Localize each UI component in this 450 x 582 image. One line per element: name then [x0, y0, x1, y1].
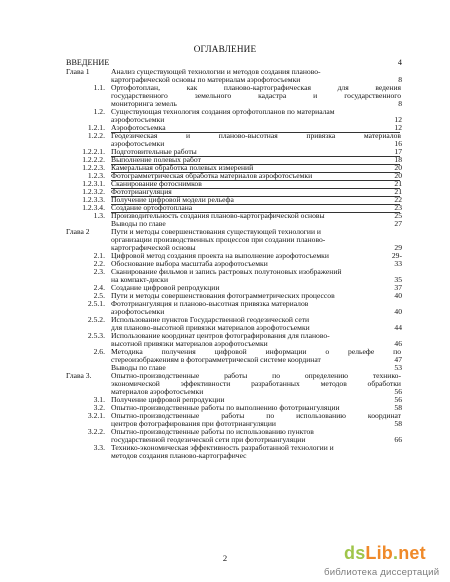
toc-entry [0, 356, 450, 364]
toc-entry [0, 84, 450, 92]
toc-entry [0, 420, 450, 428]
toc-entry [0, 348, 450, 356]
toc-entry-title: Цифровой метод создания проекта на выполнение аэрофотосъемки [111, 252, 329, 260]
toc-entry-page: 12 [394, 115, 402, 124]
toc-entry-number: 2.2. [93, 259, 105, 268]
toc-entry-title: Аэрофотосъемка [111, 124, 166, 132]
toc-entry-page: 37 [394, 283, 402, 292]
toc-entry-number: 1.2. [93, 107, 105, 116]
toc-entry-page: 66 [394, 435, 402, 444]
toc-entry [0, 204, 450, 212]
toc-entry-title: Опытно-производственные работы по использованию пунктов [111, 428, 314, 436]
toc-entry-title: Фотограмметрическая обработка материалов аэрофотосъемки [111, 172, 313, 180]
toc-entry-title: высотной привязки материалов аэрофотосъемки [111, 340, 268, 348]
toc-entry-title: Использование пунктов Государственной геодезической сети [111, 316, 310, 324]
toc-entry-title: Выполнение полевых работ [111, 156, 201, 164]
toc-entry-title: Опытно-производственные работы по использованию координат [111, 412, 401, 420]
toc-entry-title: картографической основы по материалам аэрофотосъемки [111, 76, 301, 84]
toc-entry-number: 3.2.1. [87, 411, 105, 420]
toc-entry-title: аэрофотосъемки [111, 116, 165, 124]
toc-entry-page: 46 [394, 339, 402, 348]
toc-entry [0, 284, 450, 292]
toc-entry-number: 1.3. [93, 211, 105, 220]
toc-entry [0, 372, 450, 380]
toc-entry-page: 23 [394, 203, 402, 212]
toc-entry-page: 8 [398, 75, 402, 84]
toc-entry-title: Существующая технология создания ортофотопланов по материалам [111, 108, 335, 116]
toc-entry-page: 21 [394, 179, 402, 188]
toc-entry [0, 124, 450, 132]
toc-entry-page: 20 [394, 171, 402, 180]
logo-lib: Lib [365, 543, 393, 563]
toc-entry [0, 132, 450, 140]
toc-entry [0, 452, 450, 460]
toc-entry-title: Геодезическая и планово-высотная привязка материалов [111, 132, 401, 140]
toc-entry-number: 1.2.2. [87, 131, 105, 140]
toc-entry-page: 53 [394, 363, 402, 372]
toc-entry-title: картографической основы [111, 244, 196, 252]
toc-entry-number: 2.5.2. [87, 315, 105, 324]
toc-entry-number: 2.5.3. [87, 331, 105, 340]
toc-entry-title: Сканирование фильмов и запись растровых полутоновых изображений [111, 268, 342, 276]
toc-entry [0, 188, 450, 196]
toc-entry [0, 260, 450, 268]
logo-dot: . [393, 543, 399, 563]
toc-entry-page: 18 [394, 155, 402, 164]
toc-entry-title: Фототриангуляция и планово-высотная привязка материалов [111, 300, 309, 308]
toc-entry-page: 47 [394, 355, 402, 364]
toc-entry-title: Пути и методы совершенствования фотограмметрических процессов [111, 292, 335, 300]
toc-entry-page: 56 [394, 387, 402, 396]
toc-entry-page: 22 [394, 195, 402, 204]
toc-entry-title: ВВЕДЕНИЕ [66, 58, 110, 67]
toc-entry-number: Глава 2 [66, 227, 90, 236]
toc-entry [0, 92, 450, 100]
toc-entry-title: Получение цифровой репродукции [111, 396, 225, 404]
toc-entry-title: государственной геодезической сети при фототриангуляции [111, 436, 306, 444]
toc-entry-number: Глава 3. [66, 371, 92, 380]
toc-entry [0, 164, 450, 172]
toc-entry-title: на компакт-диски [111, 276, 169, 284]
toc-entry-number: 3.2.2. [87, 427, 105, 436]
toc-entry [0, 68, 450, 76]
toc-entry-number: 1.1. [93, 83, 105, 92]
toc-entry [0, 340, 450, 348]
toc-entry-title: Использование координат центров фотографирования для планово- [111, 332, 330, 340]
toc-entry-page: 8 [398, 99, 402, 108]
toc-entry-number: 2.5. [93, 291, 105, 300]
toc-entry-number: Глава 1 [66, 67, 90, 76]
toc-entry-title: материалов аэрофотосъемки [111, 388, 204, 396]
toc-entry-title: Получение цифровой модели рельефа [111, 196, 234, 204]
logo-ds: ds [344, 543, 366, 563]
toc-entry-number: 3.1. [93, 395, 105, 404]
toc-entry-title: Опытно-производственные работы по выполнению фототриангуляции [111, 404, 340, 412]
toc-entry-title: Выводы по главе [111, 364, 166, 372]
toc-entry [0, 116, 450, 124]
toc-entry-title: мониторинга земель [111, 100, 177, 108]
toc-entry [0, 100, 450, 108]
toc-entry [0, 388, 450, 396]
toc-entry-page: 33 [394, 259, 402, 268]
toc-entry-title: центров фотографирования при фототриангуляции [111, 420, 276, 428]
toc-entry [0, 412, 450, 420]
toc-entry-title: Пути и методы совершенствования существующей технологии и [111, 228, 321, 236]
toc-entry-number: 2.6. [93, 347, 105, 356]
toc-entry-number: 2.1. [93, 251, 105, 260]
toc-entry-page: 35 [394, 275, 402, 284]
toc-entry-number: 1.2.3.4. [82, 203, 105, 212]
toc-entry-page: 58 [394, 403, 402, 412]
toc-entry-title: методов создания планово-картографичес [111, 452, 247, 460]
toc-entry-number: 1.2.2.1. [82, 147, 105, 156]
toc-entry-number: 2.5.1. [87, 299, 105, 308]
toc-entry [0, 396, 450, 404]
toc-entry-number: 3.2. [93, 403, 105, 412]
toc-entry-title: Опытно-производственные работы по определению технико- [111, 372, 401, 380]
toc-entry [0, 236, 450, 244]
dslib-tagline: библиотека диссертаций [324, 567, 440, 578]
toc-entry-page: 29- [391, 251, 402, 260]
toc-entry-title: Фототриангуляция [111, 188, 172, 196]
toc-entry [0, 316, 450, 324]
toc-entry [0, 324, 450, 332]
page-heading: ОГЛАВЛЕНИЕ [193, 44, 257, 54]
toc-entry-page: 17 [394, 147, 402, 156]
toc-entry-number: 1.2.3.2. [82, 187, 105, 196]
toc-entry-title: Подготовительные работы [111, 148, 197, 156]
toc-entry [0, 172, 450, 180]
page-number: 2 [222, 553, 228, 563]
dslib-watermark [300, 543, 450, 582]
toc-entry-page: 20 [394, 163, 402, 172]
toc-entry [0, 196, 450, 204]
toc-entry-title: организации производственных процессов при создании планово- [111, 236, 326, 244]
toc-entry-page: 40 [394, 291, 402, 300]
toc-entry [0, 180, 450, 188]
toc-entry [0, 108, 450, 116]
toc-entry-page: 58 [394, 419, 402, 428]
toc-entry-page: 12 [394, 123, 402, 132]
toc-entry [0, 148, 450, 156]
toc-entry-page: 16 [394, 139, 402, 148]
toc-entry-title: Создание цифровой репродукции [111, 284, 220, 292]
toc-entry-page: 21 [394, 187, 402, 196]
toc-entry [0, 444, 450, 452]
toc-entry [0, 252, 450, 260]
toc-entry-title: Обоснование выбора масштаба аэрофотосъемки [111, 260, 268, 268]
toc-entry-number: 1.2.1. [87, 123, 105, 132]
toc-entry-number: 1.2.3.1. [82, 179, 105, 188]
toc-entry [0, 428, 450, 436]
toc-entry-page: 4 [397, 58, 402, 67]
toc-entry-title: Анализ существующей технологии и методов создания планово- [111, 68, 321, 76]
toc-entry [0, 332, 450, 340]
toc-entry-title: Выводы по главе [111, 220, 166, 228]
toc-entry-title: аэрофотосъемки [111, 140, 165, 148]
toc-entry-page: 25 [394, 211, 402, 220]
toc-entry [0, 268, 450, 276]
toc-entry-title: Технико-экономическая эффективность разработанной технологии и [111, 444, 334, 452]
toc-entry-page: 40 [394, 307, 402, 316]
toc-entry [0, 436, 450, 444]
toc-entry [0, 140, 450, 148]
toc-entry [0, 228, 450, 236]
toc-entry-number: 1.2.2.2. [82, 155, 105, 164]
toc-entry [0, 292, 450, 300]
toc-entry-title: Камеральная обработка полевых измерений [111, 164, 254, 172]
toc-entry-number: 1.2.3. [87, 171, 105, 180]
toc-entry-number: 2.3. [93, 267, 105, 276]
toc-entry [0, 244, 450, 252]
toc-entry-title: экономической эффективности разработанных методов обработки [111, 380, 401, 388]
toc-entry-number: 1.2.3.3. [82, 195, 105, 204]
toc-entry [0, 380, 450, 388]
toc-entry-number: 2.4. [93, 283, 105, 292]
toc-entry [0, 76, 450, 84]
toc-entry [0, 308, 450, 316]
toc-entry-number: 1.2.2.3. [82, 163, 105, 172]
toc-entry-title: государственного земельного кадастра и государственного [111, 92, 401, 100]
logo-net: net [398, 543, 426, 563]
toc-entry-page: 29 [394, 243, 402, 252]
toc-entry [0, 276, 450, 284]
toc-entry-title: для планово-высотной привязки материалов аэрофотосъемки [111, 324, 310, 332]
toc-entry-title: аэрофотосъемки [111, 308, 165, 316]
toc-entry-page: 56 [394, 395, 402, 404]
toc-entry-title: Ортофотоплан, как планово-картографическая для ведения [111, 84, 401, 92]
toc-entry-page: 44 [394, 323, 402, 332]
toc-entry-title: стереоизображениям в фотограмметрической системе координат [111, 356, 321, 364]
toc-entry-title: Создание ортофотоплана [111, 204, 193, 212]
toc-entry-title: Методика получения цифровой информации о рельефе по [111, 348, 401, 356]
toc-entry-title: Сканирование фотоснимков [111, 180, 202, 188]
toc-entry [0, 404, 450, 412]
toc-entry [0, 212, 450, 220]
toc-entry-number: 3.3. [93, 443, 105, 452]
toc-entry-page: 27 [394, 219, 402, 228]
toc-entry [0, 156, 450, 164]
dslib-logo [344, 543, 426, 564]
toc-entry-title: Производительность создания планово-картографической основы [111, 212, 325, 220]
toc-entry [0, 300, 450, 308]
table-of-contents [0, 58, 450, 460]
